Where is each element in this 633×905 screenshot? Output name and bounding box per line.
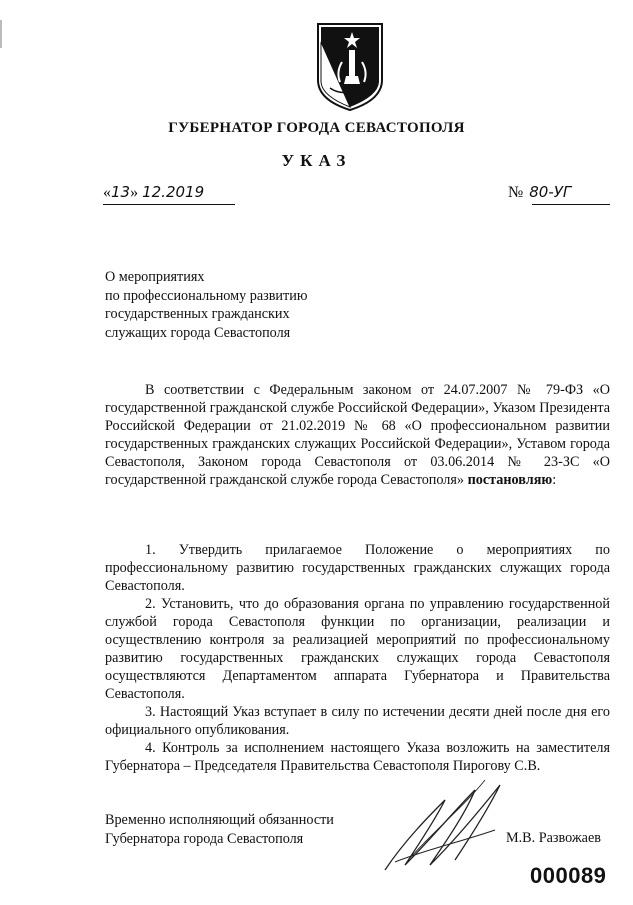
sevastopol-coat-of-arms-emblem [316,22,384,112]
number-value: 80-УГ [529,183,572,201]
decree-subject [105,268,385,342]
number-sign: № [508,184,524,201]
subject-line: государственных гражданских [105,306,290,322]
preamble-text: В соответствии с Федеральным законом от 24.07.2007 № 79-ФЗ «О государственной гражданской службе Российской Федерации», Указом Президента Российской Федерации от 21.02.2019 № 68 «О профессиональном развитии государственных гражданских служащих Российской Федерации», Уставом города Севастополя, Законом города Севастополя от 03.06.2014 № 23-ЗС «О государственной гражданской службе города Севастополя» [105,382,610,488]
decree-number [508,183,610,207]
date-underline [103,204,235,205]
date-open-quote: « [103,184,111,201]
decree-date [103,183,235,207]
date-month-year: 12.2019 [142,183,205,201]
preamble-keyword: постановляю [467,472,553,488]
subject-line: О мероприятиях [105,269,205,285]
signatory-position-line: Временно исполняющий обязанности [105,812,334,828]
decree-item: 2. Установить, что до образования органа по управлению государственной службой города Севастополя функции по организации, реализации и осуществлению контроля за реализацией мероприятий по профессиональному развитию государственных гражданских служащих города Севастополя осуществляются Департаментом аппарата Губернатора и Правительства Севастополя. [105,596,610,702]
preamble-paragraph [105,381,610,489]
authority-title: ГУБЕРНАТОР ГОРОДА СЕВАСТОПОЛЯ [168,120,465,136]
date-close-quote: » [130,184,139,201]
handwritten-signature [375,770,515,880]
signatory-position [105,811,334,848]
date-day: 13 [111,183,131,201]
scan-edge-mark [0,20,2,48]
decree-items [105,541,610,775]
decree-item: 1. Утвердить прилагаемое Положение о мероприятиях по профессиональному развитию государственных гражданских служащих города Севастополя. [105,542,610,594]
signatory-position-line: Губернатора города Севастополя [105,830,304,847]
document-type-heading: УКАЗ [281,151,352,170]
subject-line: по профессиональному развитию [105,287,308,304]
decree-item: 4. Контроль за исполнением настоящего Указа возложить на заместителя Губернатора – Председателя Правительства Севастополя Пирогову С.В. [105,740,610,774]
subject-line: служащих города Севастополя [105,324,291,341]
signatory-name: М.В. Развожаев [506,830,601,846]
decree-item: 3. Настоящий Указ вступает в силу по истечении десяти дней после дня его официального опубликования. [105,704,610,738]
serial-number: 000089 [530,863,607,888]
number-underline [532,204,610,205]
preamble-end: : [552,472,557,488]
